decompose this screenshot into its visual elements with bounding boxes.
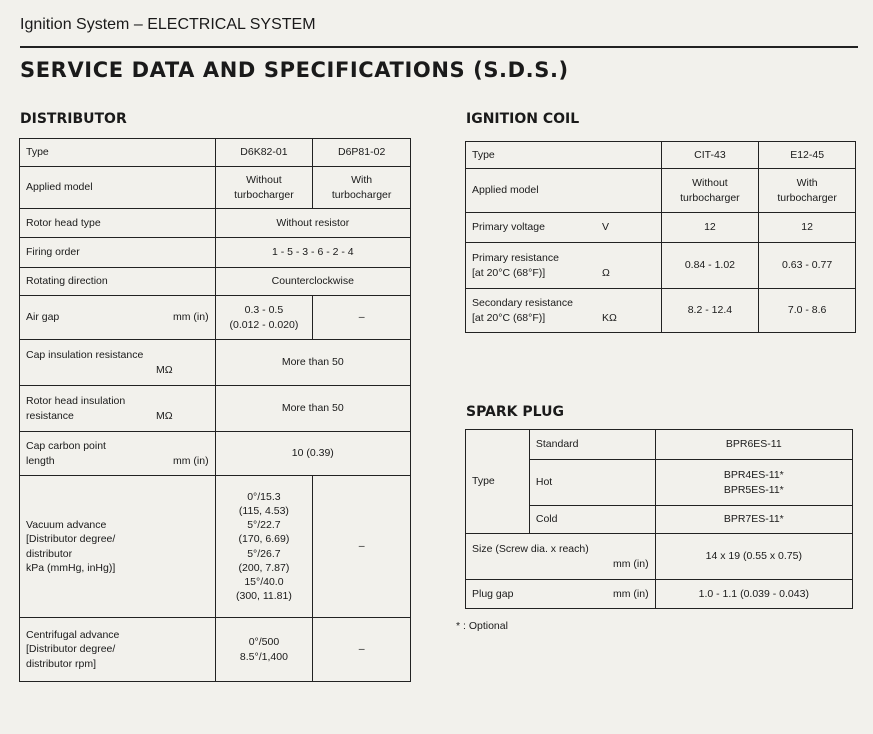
ignition-coil-table — [465, 141, 856, 333]
cell-value: 0°/500 8.5°/1,400 — [215, 618, 313, 682]
cell-value: Without turbocharger — [215, 167, 313, 209]
header-section: Ignition System — [20, 16, 130, 33]
table-row — [466, 534, 853, 580]
label-text: Cap carbon point length — [26, 440, 106, 467]
cell-value: 8.2 - 12.4 — [661, 289, 759, 333]
cell-label: Standard — [529, 430, 655, 460]
header-chapter: ELECTRICAL SYSTEM — [147, 16, 316, 33]
cell-label: Hot — [529, 460, 655, 506]
unit-text: mm (in) — [613, 557, 649, 570]
table-row — [20, 296, 411, 340]
cell-value: 0.63 - 0.77 — [759, 243, 856, 289]
unit-text: Ω — [602, 266, 610, 279]
label-text: Rotor head insulation resistance — [26, 395, 126, 422]
table-row — [466, 243, 856, 289]
cell-label — [20, 340, 216, 386]
spark-plug-title: SPARK PLUG — [466, 404, 564, 420]
cell-label: Firing order — [20, 238, 216, 268]
distributor-title: DISTRIBUTOR — [20, 111, 127, 127]
cell-label: Rotor head type — [20, 209, 216, 238]
cell-label — [466, 534, 656, 580]
label-text: Air gap — [26, 311, 60, 324]
cell-value: Without resistor — [215, 209, 410, 238]
cell-label: Type — [466, 430, 530, 534]
ignition-coil-title: IGNITION COIL — [466, 111, 580, 127]
label-text: Primary voltage — [472, 221, 545, 234]
cell-value: With turbocharger — [759, 169, 856, 213]
header-breadcrumb — [20, 16, 316, 34]
cell-value: 1.0 - 1.1 (0.039 - 0.043) — [655, 580, 852, 609]
cell-value: Counterclockwise — [215, 268, 410, 296]
cell-value: E12-45 — [759, 142, 856, 169]
label-text: Size (Screw dia. x reach) — [472, 543, 589, 556]
cell-label: Applied model — [466, 169, 662, 213]
cell-value: BPR6ES-11 — [655, 430, 852, 460]
table-row — [20, 139, 411, 167]
cell-label — [20, 296, 216, 340]
cell-label: Centrifugal advance [Distributor degree/ distributor rpm] — [20, 618, 216, 682]
cell-value: CIT-43 — [661, 142, 759, 169]
table-row — [20, 268, 411, 296]
table-row — [466, 580, 853, 609]
cell-label: Rotating direction — [20, 268, 216, 296]
cell-label — [466, 580, 656, 609]
distributor-table — [19, 138, 411, 682]
cell-value: D6P81-02 — [313, 139, 411, 167]
unit-text: mm (in) — [173, 311, 209, 324]
page-title: SERVICE DATA AND SPECIFICATIONS (S.D.S.) — [20, 58, 569, 82]
label-text: Cap insulation resistance — [26, 349, 144, 362]
cell-value: 1 - 5 - 3 - 6 - 2 - 4 — [215, 238, 410, 268]
table-row — [466, 430, 853, 460]
table-row — [466, 142, 856, 169]
cell-value: D6K82-01 — [215, 139, 313, 167]
cell-label: Type — [466, 142, 662, 169]
table-row — [20, 209, 411, 238]
table-row — [20, 432, 411, 476]
cell-value: More than 50 — [215, 340, 410, 386]
cell-value: BPR4ES-11* BPR5ES-11* — [655, 460, 852, 506]
cell-value: – — [313, 296, 411, 340]
cell-value: 0°/15.3 (115, 4.53) 5°/22.7 (170, 6.69) 5°/26.7 (200, 7.87) 15°/40.0 (300, 11.81) — [215, 476, 313, 618]
cell-value: Without turbocharger — [661, 169, 759, 213]
header-dash: – — [133, 16, 143, 33]
table-row — [466, 213, 856, 243]
cell-label: Type — [20, 139, 216, 167]
cell-value: 0.84 - 1.02 — [661, 243, 759, 289]
label-text: Secondary resistance [at 20°C (68°F)] — [472, 297, 573, 324]
table-row — [20, 386, 411, 432]
cell-value: – — [313, 476, 411, 618]
cell-value: 14 x 19 (0.55 x 0.75) — [655, 534, 852, 580]
cell-value: 10 (0.39) — [215, 432, 410, 476]
table-row — [466, 169, 856, 213]
spark-plug-table — [465, 429, 853, 609]
unit-text: V — [602, 221, 610, 234]
table-row — [20, 476, 411, 618]
cell-label — [20, 432, 216, 476]
cell-label — [20, 386, 216, 432]
unit-text: mm (in) — [613, 587, 649, 600]
cell-label — [466, 289, 662, 333]
label-text: Primary resistance [at 20°C (68°F)] — [472, 252, 559, 279]
unit-text: MΩ — [156, 363, 173, 376]
cell-value: 0.3 - 0.5 (0.012 - 0.020) — [215, 296, 313, 340]
cell-value: – — [313, 618, 411, 682]
cell-value: 7.0 - 8.6 — [759, 289, 856, 333]
unit-text: MΩ — [156, 409, 173, 422]
cell-value: More than 50 — [215, 386, 410, 432]
cell-value: With turbocharger — [313, 167, 411, 209]
cell-label — [466, 213, 662, 243]
table-row — [20, 167, 411, 209]
optional-footnote: * : Optional — [456, 620, 508, 632]
cell-label — [466, 243, 662, 289]
table-row — [466, 289, 856, 333]
table-row — [20, 618, 411, 682]
unit-text: mm (in) — [173, 454, 209, 467]
label-text: Plug gap — [472, 587, 514, 600]
table-row — [20, 238, 411, 268]
cell-label: Cold — [529, 506, 655, 534]
cell-label: Vacuum advance [Distributor degree/ distributor kPa (mmHg, inHg)] — [20, 476, 216, 618]
cell-value: 12 — [661, 213, 759, 243]
cell-label: Applied model — [20, 167, 216, 209]
cell-value: 12 — [759, 213, 856, 243]
unit-text: KΩ — [602, 311, 617, 324]
table-row — [20, 340, 411, 386]
cell-value: BPR7ES-11* — [655, 506, 852, 534]
